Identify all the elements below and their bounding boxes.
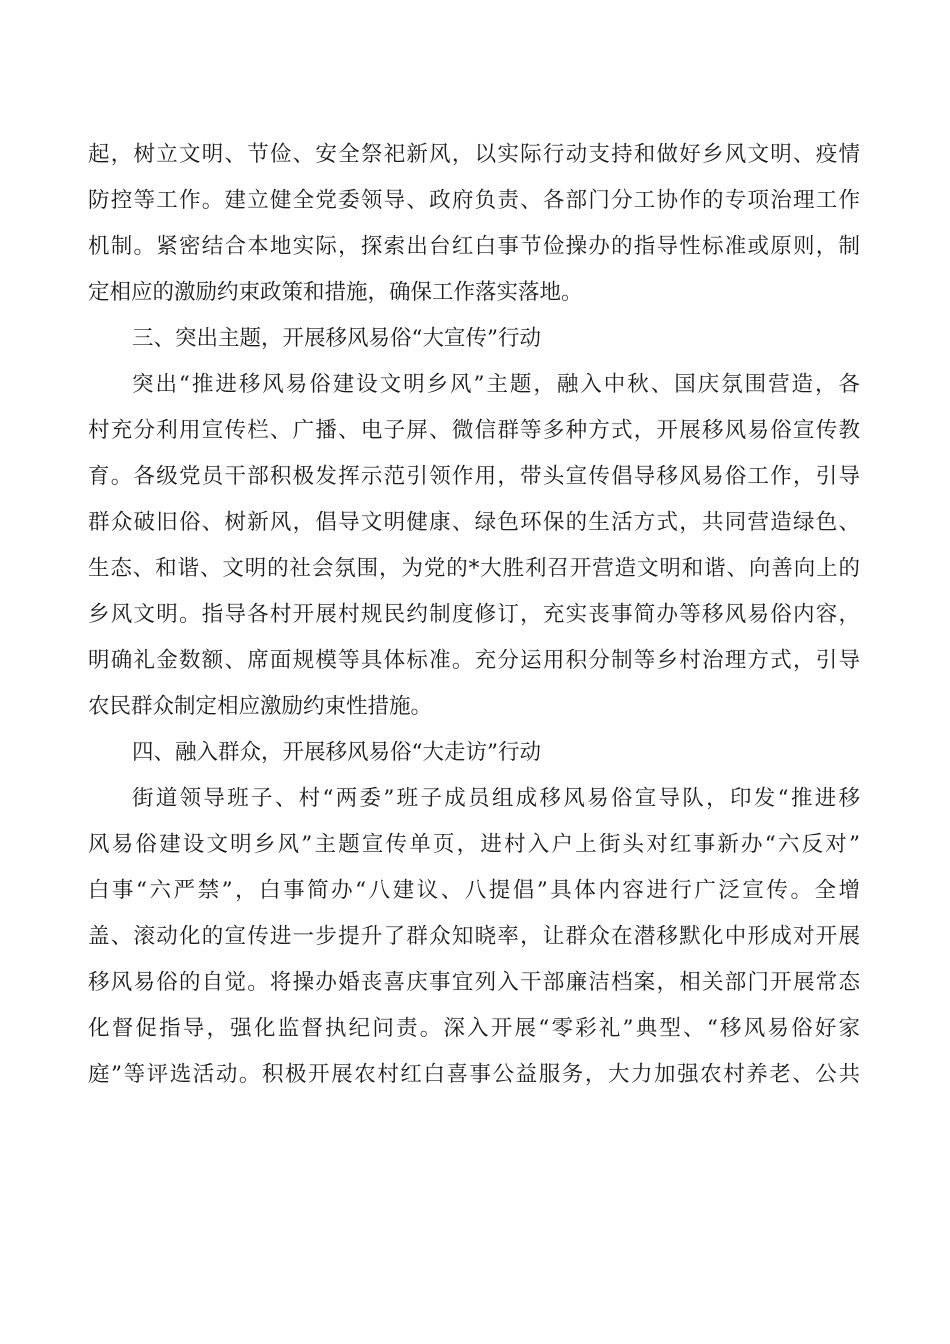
text-line: 化督促指导，强化监督执纪问责。深入开展“零彩礼”典型、“移风易俗好家 [88, 1016, 860, 1041]
text-line: 机制。紧密结合本地实际，探索出台红白事节俭操办的指导性标准或原则，制 [88, 234, 860, 259]
text-line: 育。各级党员干部积极发挥示范引领作用，带头宣传倡导移风易俗工作，引导 [88, 464, 860, 489]
text-line: 生态、和谐、文明的社会氛围，为党的*大胜利召开营造文明和谐、向善向上的 [88, 556, 860, 581]
section-heading-3: 三、突出主题，开展移风易俗“大宣传”行动 [132, 326, 541, 351]
text-line: 明确礼金数额、席面规模等具体标准。充分运用积分制等乡村治理方式，引导 [88, 648, 860, 673]
text-line: 起，树立文明、节俭、安全祭祀新风，以实际行动支持和做好乡风文明、疫情 [88, 142, 860, 167]
text-line: 群众破旧俗、树新风，倡导文明健康、绿色环保的生活方式，共同营造绿色、 [88, 510, 860, 535]
text-line: 风易俗建设文明乡风”主题宣传单页，进村入户上街头对红事新办“六反对” [88, 832, 860, 857]
text-line: 庭”等评选活动。积极开展农村红白喜事公益服务，大力加强农村养老、公共 [88, 1062, 860, 1087]
section-heading-4: 四、融入群众，开展移风易俗“大走访”行动 [132, 740, 541, 765]
text-line: 突出“推进移风易俗建设文明乡风”主题，融入中秋、国庆氛围营造，各 [132, 372, 860, 397]
text-line: 村充分利用宣传栏、广播、电子屏、微信群等多种方式，开展移风易俗宣传教 [88, 418, 860, 443]
paragraph-2 [88, 362, 860, 730]
text-line: 白事“六严禁”，白事简办“八建议、八提倡”具体内容进行广泛宣传。全增 [88, 878, 860, 903]
paragraph-1 [88, 132, 860, 316]
text-line: 农民群众制定相应激励约束性措施。 [88, 694, 433, 719]
text-line: 街道领导班子、村“两委”班子成员组成移风易俗宣导队，印发“推进移 [132, 786, 860, 811]
text-line: 定相应的激励约束政策和措施，确保工作落实落地。 [88, 280, 583, 305]
paragraph-3 [88, 776, 860, 1098]
text-line: 防控等工作。建立健全党委领导、政府负责、各部门分工协作的专项治理工作 [88, 188, 860, 213]
document-body [88, 132, 860, 1098]
text-line: 乡风文明。指导各村开展村规民约制度修订，充实丧事简办等移风易俗内容， [88, 602, 860, 627]
text-line: 移风易俗的自觉。将操办婚丧喜庆事宜列入干部廉洁档案，相关部门开展常态 [88, 970, 860, 995]
text-line: 盖、滚动化的宣传进一步提升了群众知晓率，让群众在潜移默化中形成对开展 [88, 924, 860, 949]
